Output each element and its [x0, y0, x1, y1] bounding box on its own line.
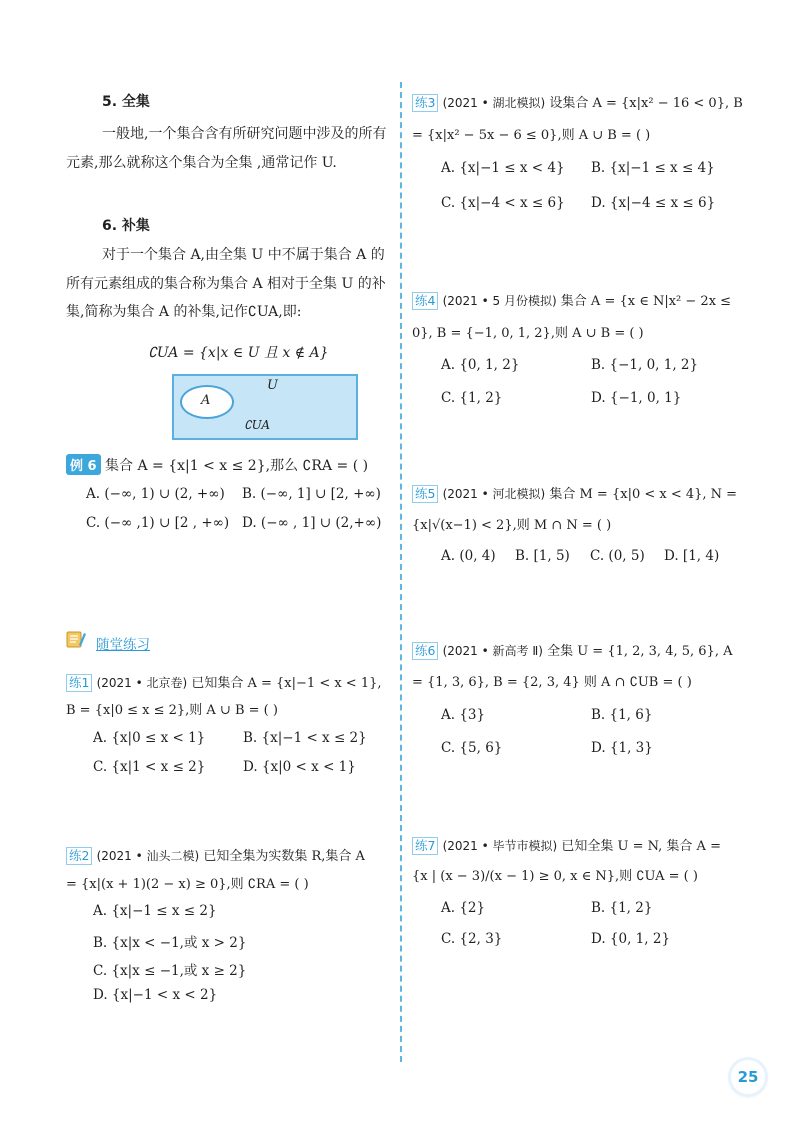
practice-5-option-c: C. (0, 5): [590, 548, 645, 564]
practice-section-title: 随堂练习: [96, 637, 150, 653]
practice-4-option-c: C. {1, 2}: [441, 390, 503, 406]
practice-3-tag: 练3: [412, 94, 438, 112]
column-divider: [400, 82, 402, 1062]
practice-2-option-a: A. {x|−1 ≤ x ≤ 2}: [93, 903, 217, 919]
example-6-badge: 例 6: [66, 454, 101, 475]
practice-6-option-c: C. {5, 6}: [441, 740, 503, 756]
practice-1-option-c: C. {x|1 < x ≤ 2}: [93, 759, 206, 775]
practice-3-option-b: B. {x|−1 ≤ x ≤ 4}: [591, 160, 715, 176]
practice-3-source: (2021 • 湖北模拟): [442, 96, 546, 110]
practice-3-option-d: D. {x|−4 ≤ x ≤ 6}: [591, 195, 716, 211]
practice-7-option-b: B. {1, 2}: [591, 900, 653, 916]
practice-4-option-a: A. {0, 1, 2}: [441, 357, 520, 373]
venn-label-complement: ∁UA: [244, 418, 271, 432]
practice-2-option-b: B. {x|x < −1,或 x > 2}: [93, 935, 247, 951]
example-6-stem: [66, 454, 368, 475]
complement-formula: ∁UA = {x|x ∈ U 且 x ∉ A}: [148, 345, 329, 361]
practice-7-tag: 练7: [412, 837, 438, 855]
practice-1-stem-1: 已知集合 A = {x|−1 < x < 1},: [191, 676, 382, 691]
example-6-text: 集合 A = {x|1 < x ≤ 2},那么 ∁RA = ( ): [105, 458, 369, 474]
example-6-option-d: D. (−∞ , 1] ∪ (2,+∞): [242, 515, 382, 531]
practice-1-option-b: B. {x|−1 < x ≤ 2}: [243, 730, 367, 746]
practice-7-option-c: C. {2, 3}: [441, 931, 503, 947]
practice-5-line-1: [412, 483, 737, 503]
practice-6-option-d: D. {1, 3}: [591, 740, 653, 756]
practice-3-option-a: A. {x|−1 ≤ x < 4}: [441, 160, 565, 176]
practice-4-stem-1: 集合 A = {x ∈ N|x² − 2x ≤: [560, 294, 732, 309]
practice-1-tag: 练1: [66, 674, 92, 692]
practice-2-option-d: D. {x|−1 < x < 2}: [93, 987, 218, 1003]
practice-7-option-d: D. {0, 1, 2}: [591, 931, 671, 947]
practice-1-option-a: A. {x|0 ≤ x < 1}: [93, 730, 206, 746]
practice-1-option-d: D. {x|0 < x < 1}: [243, 759, 356, 775]
example-6-option-a: A. (−∞, 1) ∪ (2, +∞): [86, 486, 225, 502]
practice-6-option-a: A. {3}: [441, 707, 486, 723]
section-5-body: 一般地,一个集合含有所研究问题中涉及的所有元素,那么就称这个集合为全集 ,通常记作 U.: [66, 126, 387, 171]
practice-2-stem-2: = {x|(x + 1)(2 − x) ≥ 0},则 ∁RA = ( ): [66, 877, 309, 892]
example-6-option-c: C. (−∞ ,1) ∪ [2 , +∞): [86, 515, 230, 531]
practice-4-option-b: B. {−1, 0, 1, 2}: [591, 357, 699, 373]
section-6-body: 对于一个集合 A,由全集 U 中不属于集合 A 的所有元素组成的集合称为集合 A 相对于全集 U 的补集,简称为集合 A 的补集,记作∁UA,即:: [66, 247, 386, 320]
venn-diagram: [172, 374, 358, 440]
practice-5-option-d: D. [1, 4): [664, 548, 720, 564]
practice-1-source: (2021 • 北京卷): [96, 676, 188, 690]
practice-4-source: (2021 • 5 月份模拟): [442, 294, 557, 308]
practice-5-stem-2: {x|√(x−1) < 2},则 M ∩ N = ( ): [412, 518, 612, 533]
practice-5-option-b: B. [1, 5): [515, 548, 570, 564]
practice-6-source: (2021 • 新高考 Ⅱ): [442, 644, 543, 658]
practice-3-stem-1: 设集合 A = {x|x² − 16 < 0}, B: [549, 96, 743, 111]
venn-label-a: A: [201, 393, 211, 408]
practice-7-option-a: A. {2}: [441, 900, 486, 916]
practice-7-stem-1: 已知全集 U = N, 集合 A =: [561, 839, 721, 854]
practice-2-stem-1: 已知全集为实数集 R,集合 A: [203, 849, 365, 864]
practice-5-tag: 练5: [412, 485, 438, 503]
practice-7-stem-2: {x | (x − 3)/(x − 1) ≥ 0, x ∈ N},则 ∁UA = ( ): [412, 869, 698, 884]
practice-1-line-1: [66, 672, 382, 692]
practice-2-line-1: [66, 845, 365, 865]
practice-4-stem-2: 0}, B = {−1, 0, 1, 2},则 A ∪ B = ( ): [412, 326, 644, 341]
practice-5-option-a: A. (0, 4): [441, 548, 496, 564]
practice-3-line-1: [412, 92, 743, 112]
practice-6-stem-1: 全集 U = {1, 2, 3, 4, 5, 6}, A: [547, 644, 733, 659]
practice-5-stem-1: 集合 M = {x|0 < x < 4}, N =: [549, 487, 738, 502]
practice-5-source: (2021 • 河北模拟): [442, 487, 546, 501]
practice-2-source: (2021 • 汕头二模): [96, 849, 200, 863]
practice-1-stem-2: B = {x|0 ≤ x ≤ 2},则 A ∪ B = ( ): [66, 703, 278, 718]
practice-2-tag: 练2: [66, 847, 92, 865]
section-6-heading: 6. 补集: [102, 218, 150, 234]
page-number: 25: [731, 1060, 765, 1094]
section-5-heading: 5. 全集: [102, 94, 150, 110]
practice-3-option-c: C. {x|−4 < x ≤ 6}: [441, 195, 565, 211]
practice-2-option-c: C. {x|x ≤ −1,或 x ≥ 2}: [93, 963, 247, 979]
practice-7-source: (2021 • 毕节市模拟): [442, 839, 558, 853]
notebook-pencil-icon: [66, 629, 86, 649]
practice-6-stem-2: = {1, 3, 6}, B = {2, 3, 4} 则 A ∩ ∁UB = ( ): [412, 675, 692, 690]
practice-4-tag: 练4: [412, 292, 438, 310]
practice-6-option-b: B. {1, 6}: [591, 707, 653, 723]
practice-4-option-d: D. {−1, 0, 1}: [591, 390, 682, 406]
venn-label-u: U: [267, 378, 278, 393]
practice-7-line-1: [412, 835, 721, 855]
practice-6-line-1: [412, 640, 732, 660]
practice-3-stem-2: = {x|x² − 5x − 6 ≤ 0},则 A ∪ B = ( ): [412, 128, 651, 143]
practice-4-line-1: [412, 290, 731, 310]
example-6-option-b: B. (−∞, 1] ∪ [2, +∞): [242, 486, 381, 502]
practice-6-tag: 练6: [412, 642, 438, 660]
